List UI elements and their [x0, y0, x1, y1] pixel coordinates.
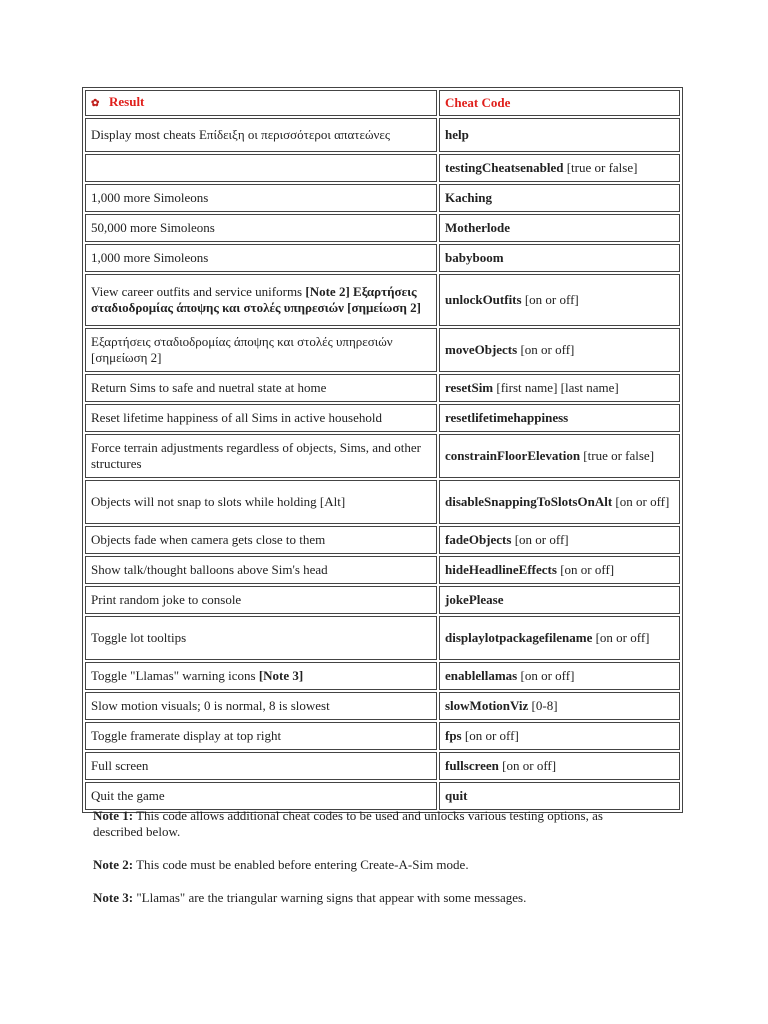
cheat-code-cell	[439, 118, 680, 152]
result-cell	[85, 752, 437, 780]
cheat-command: Kaching	[445, 190, 492, 205]
result-cell	[85, 214, 437, 242]
small-flower-icon: ✿	[91, 98, 100, 109]
note-paragraph	[93, 808, 653, 840]
result-cell	[85, 244, 437, 272]
result-text: 1,000 more Simoleons	[91, 190, 209, 205]
table-row	[85, 154, 680, 182]
result-text: Toggle "Llamas" warning icons	[91, 668, 259, 683]
cheat-code-cell	[439, 692, 680, 720]
result-text: Full screen	[91, 758, 149, 773]
result-cell	[85, 328, 437, 372]
table-row	[85, 118, 680, 152]
result-cell	[85, 480, 437, 524]
cheat-command: resetlifetimehappiness	[445, 410, 569, 425]
cheat-code-cell	[439, 480, 680, 524]
cheat-command: testingCheatsenabled	[445, 160, 564, 175]
table-row	[85, 480, 680, 524]
cheat-code-cell	[439, 662, 680, 690]
cheat-arguments: [first name] [last name]	[493, 380, 619, 395]
note-paragraph	[93, 857, 653, 873]
cheat-arguments: [true or false]	[563, 160, 638, 175]
table-row	[85, 692, 680, 720]
cheat-arguments: [on or off]	[511, 532, 569, 547]
result-text: Objects fade when camera gets close to them	[91, 532, 326, 547]
notes-section	[93, 808, 653, 923]
table-row	[85, 404, 680, 432]
result-header-label: Result	[109, 94, 145, 109]
result-cell	[85, 434, 437, 478]
result-text: Print random joke to console	[91, 592, 242, 607]
result-cell	[85, 374, 437, 402]
cheat-arguments: [on or off]	[556, 562, 615, 577]
cheat-code-column-header: Cheat Code	[439, 90, 680, 116]
table-row	[85, 328, 680, 372]
result-note-text: [Note 3]	[258, 668, 304, 683]
result-cell	[85, 154, 437, 182]
cheat-command: fullscreen	[445, 758, 499, 773]
cheat-command: jokePlease	[445, 592, 504, 607]
cheat-code-cell	[439, 434, 680, 478]
cheat-arguments: [on or off]	[592, 630, 650, 645]
cheat-command: quit	[445, 788, 468, 803]
cheat-table	[82, 87, 683, 813]
result-text: 50,000 more Simoleons	[91, 220, 215, 235]
cheat-code-cell	[439, 586, 680, 614]
result-text: View career outfits and service uniforms	[91, 284, 306, 299]
cheat-arguments: [0-8]	[528, 698, 558, 713]
cheat-command: help	[445, 127, 469, 142]
result-text: Slow motion visuals; 0 is normal, 8 is slowest	[91, 698, 330, 713]
table-row	[85, 662, 680, 690]
table-header-row	[85, 90, 680, 116]
cheat-code-cell	[439, 556, 680, 584]
result-cell	[85, 184, 437, 212]
cheat-command: babyboom	[445, 250, 504, 265]
cheat-arguments: [on or off]	[517, 342, 575, 357]
cheat-code-cell	[439, 782, 680, 810]
note-text: This code allows additional cheat codes to be used and unlocks various testing options, as described below.	[93, 808, 603, 839]
table-row	[85, 374, 680, 402]
cheat-code-cell	[439, 526, 680, 554]
result-text: Objects will not snap to slots while holding [Alt]	[91, 494, 346, 509]
result-column-header	[85, 90, 437, 116]
table-row	[85, 752, 680, 780]
cheat-command: Motherlode	[445, 220, 510, 235]
note-label: Note 1:	[93, 808, 134, 823]
result-text: Quit the game	[91, 788, 165, 803]
result-note-text: [Note 2] Εξαρτήσεις σταδιοδρομίας άποψης και στολές υπηρεσιών [σημείωση 2]	[91, 284, 421, 315]
table-row	[85, 556, 680, 584]
result-cell	[85, 586, 437, 614]
result-text: Return Sims to safe and nuetral state at home	[91, 380, 327, 395]
result-cell	[85, 118, 437, 152]
result-cell	[85, 556, 437, 584]
result-cell	[85, 526, 437, 554]
result-text: Show talk/thought balloons above Sim's head	[91, 562, 328, 577]
cheat-command: disableSnappingToSlotsOnAlt	[445, 494, 613, 509]
table-row	[85, 616, 680, 660]
result-cell	[85, 692, 437, 720]
cheat-command: slowMotionViz	[445, 698, 529, 713]
note-text: This code must be enabled before entering Create-A-Sim mode.	[133, 857, 469, 872]
note-label: Note 3:	[93, 890, 134, 905]
cheat-command: moveObjects	[445, 342, 518, 357]
result-text: Reset lifetime happiness of all Sims in active household	[91, 410, 383, 425]
result-text: Toggle lot tooltips	[91, 630, 187, 645]
note-label: Note 2:	[93, 857, 134, 872]
result-cell	[85, 782, 437, 810]
result-text: Εξαρτήσεις σταδιοδρομίας άποψης και στολές υπηρεσιών [σημείωση 2]	[91, 334, 393, 365]
cheat-command: unlockOutfits	[445, 292, 522, 307]
result-text: Toggle framerate display at top right	[91, 728, 282, 743]
cheat-code-cell	[439, 374, 680, 402]
cheat-arguments: [on or off]	[498, 758, 557, 773]
result-text: Display most cheats Επίδειξη οι περισσότεροι απατεώνες	[91, 127, 390, 142]
table-row	[85, 434, 680, 478]
result-text: 1,000 more Simoleons	[91, 250, 209, 265]
cheat-arguments: [on or off]	[517, 668, 575, 683]
table-row	[85, 244, 680, 272]
cheat-command: fadeObjects	[445, 532, 512, 547]
cheat-arguments: [on or off]	[612, 494, 670, 509]
cheat-command: fps	[445, 728, 462, 743]
cheat-command: constrainFloorElevation	[445, 448, 581, 463]
table-row	[85, 586, 680, 614]
cheat-arguments: [on or off]	[461, 728, 519, 743]
cheat-code-cell	[439, 274, 680, 326]
note-paragraph	[93, 890, 653, 906]
result-cell	[85, 404, 437, 432]
table-row	[85, 526, 680, 554]
table-row	[85, 722, 680, 750]
cheat-code-cell	[439, 184, 680, 212]
cheat-code-cell	[439, 404, 680, 432]
cheat-code-cell	[439, 722, 680, 750]
cheat-code-cell	[439, 616, 680, 660]
result-text: Force terrain adjustments regardless of objects, Sims, and other structures	[91, 440, 421, 471]
cheat-code-cell	[439, 214, 680, 242]
cheat-code-cell	[439, 244, 680, 272]
cheat-code-cell	[439, 154, 680, 182]
table-row	[85, 274, 680, 326]
cheat-command: resetSim	[445, 380, 494, 395]
result-cell	[85, 274, 437, 326]
cheat-arguments: [true or false]	[580, 448, 655, 463]
result-cell	[85, 616, 437, 660]
note-text: "Llamas" are the triangular warning signs that appear with some messages.	[133, 890, 527, 905]
table-row	[85, 184, 680, 212]
cheat-arguments: [on or off]	[521, 292, 579, 307]
cheat-command: hideHeadlineEffects	[445, 562, 557, 577]
cheat-code-cell	[439, 752, 680, 780]
cheat-command: enablellamas	[445, 668, 518, 683]
table-row	[85, 214, 680, 242]
result-cell	[85, 662, 437, 690]
table-body	[85, 118, 680, 810]
table-row	[85, 782, 680, 810]
cheat-code-cell	[439, 328, 680, 372]
result-cell	[85, 722, 437, 750]
cheat-command: displaylotpackagefilename	[445, 630, 593, 645]
